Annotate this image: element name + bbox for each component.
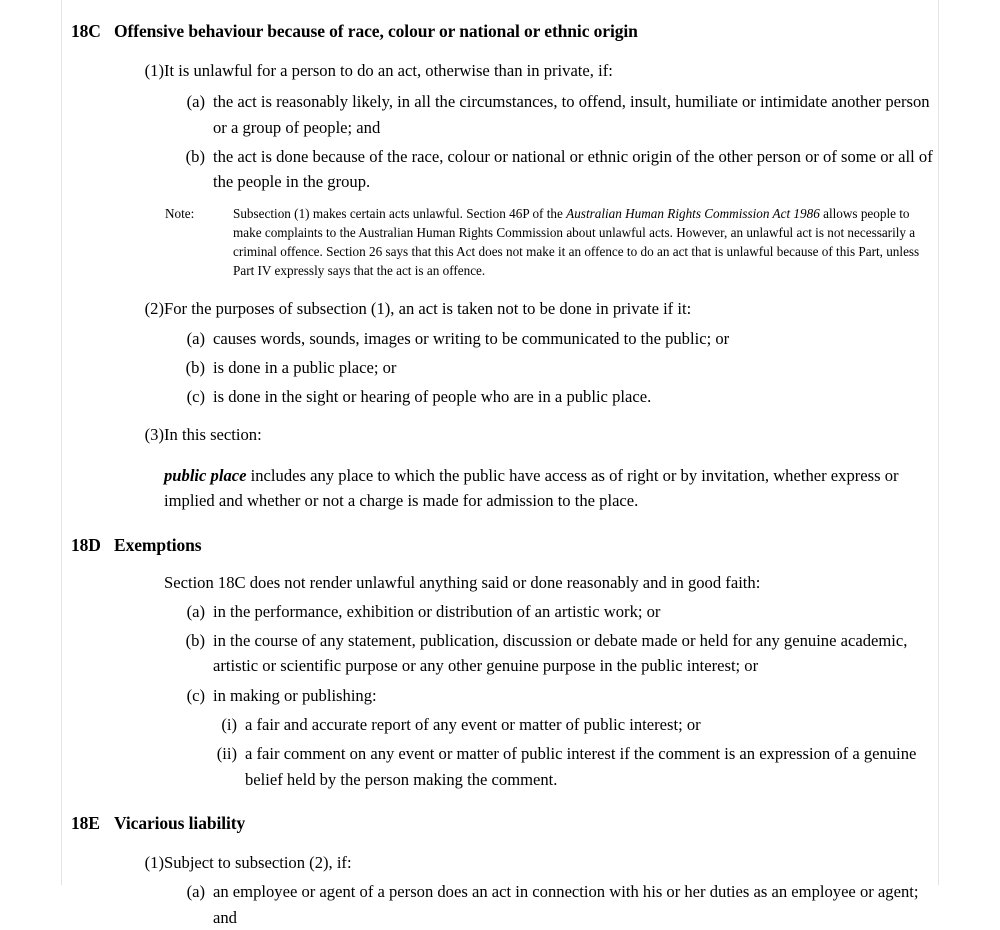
paragraph-row — [0, 355, 1000, 380]
section-title: Vicarious liability — [114, 812, 246, 833]
paragraph-row — [0, 599, 1000, 624]
section-title: Exemptions — [114, 534, 202, 555]
note-text — [233, 204, 936, 280]
section-number: 18E — [71, 812, 100, 833]
paragraph-text: is done in the sight or hearing of people who are in a public place. — [213, 387, 652, 407]
subsection-marker: (2) — [144, 299, 164, 319]
paragraph-text: the act is reasonably likely, in all the circumstances, to offend, insult, humiliate or intimidate another person or a group of people; and — [213, 92, 930, 137]
subsection-text: For the purposes of subsection (1), an act is taken not to be done in private if it: — [164, 299, 692, 319]
section-lead-in: Section 18C does not render unlawful anything said or done reasonably and in good faith: — [164, 572, 761, 592]
subsection-marker: (3) — [144, 424, 164, 444]
subparagraph-marker: (ii) — [216, 744, 237, 764]
subsection-row — [0, 422, 1000, 447]
section-heading-18d — [0, 534, 1000, 556]
subparagraph-marker: (i) — [221, 715, 237, 735]
subsection-text: Subject to subsection (2), if: — [164, 852, 352, 872]
paragraph-marker: (c) — [186, 685, 205, 705]
paragraph-marker: (a) — [186, 601, 205, 621]
subsection-marker: (1) — [144, 852, 164, 872]
paragraph-row — [0, 326, 1000, 351]
section-heading-18e — [0, 812, 1000, 834]
paragraph-row — [0, 683, 1000, 708]
definition-paragraph — [164, 463, 938, 514]
paragraph-marker: (a) — [186, 328, 205, 348]
section-heading-18c — [0, 20, 1000, 42]
subsection-marker: (1) — [144, 61, 164, 80]
paragraph-text: in making or publishing: — [213, 685, 377, 705]
subparagraph-text: a fair and accurate report of any event or matter of public interest; or — [245, 715, 701, 735]
paragraph-text: causes words, sounds, images or writing to be communicated to the public; or — [213, 328, 730, 348]
paragraph-marker: (c) — [186, 387, 205, 407]
paragraph-row — [0, 89, 1000, 140]
paragraph-text: is done in a public place; or — [213, 358, 397, 378]
paragraph-text: an employee or agent of a person does an act in connection with his or her duties as an employee or agent; and — [213, 882, 919, 927]
note-text-part-2: allows people to make complaints to the Australian Human Rights Commission about unlawful acts. However, an unlawful act is not necessarily a criminal offence. Section 26 says that this Act does not make it an offence to do an act that is unlawful because of this Part, unless Part IV expressly says that the act is an offence. — [233, 206, 920, 279]
paragraph-row — [0, 384, 1000, 409]
paragraph-text: the act is done because of the race, colour or national or ethnic origin of the other person or of some or all of the people in the group. — [213, 146, 933, 192]
paragraph-marker: (a) — [186, 882, 205, 902]
note-text-part-1: Subsection (1) makes certain acts unlawful. Section 46P of the — [233, 206, 567, 222]
note-cited-act-title: Australian Human Rights Commission Act 1986 — [566, 206, 820, 222]
section-number: 18D — [71, 534, 101, 555]
paragraph-marker: (b) — [185, 358, 205, 378]
paragraph-text: in the performance, exhibition or distribution of an artistic work; or — [213, 601, 661, 621]
paragraph-marker: (b) — [185, 631, 205, 651]
section-title: Offensive behaviour because of race, colour or national or ethnic origin — [114, 21, 638, 41]
note-block — [165, 204, 936, 280]
subsection-row — [0, 850, 1000, 875]
subsection-row — [0, 296, 1000, 321]
subparagraph-row — [0, 741, 1000, 792]
paragraph-marker: (b) — [185, 146, 205, 166]
subsection-row — [0, 58, 1000, 83]
subsection-text: It is unlawful for a person to do an act, otherwise than in private, if: — [164, 61, 613, 80]
subsection-text: In this section: — [164, 424, 262, 444]
note-label: Note: — [165, 206, 195, 222]
paragraph-text: in the course of any statement, publication, discussion or debate made or held for any genuine academic, artistic or scientific purpose or any other genuine purpose in the public interest; or — [213, 631, 908, 676]
paragraph-marker: (a) — [186, 92, 205, 112]
definition-text: includes any place to which the public have access as of right or by invitation, whether express or implied and whether or not a charge is made for admission to the place. — [164, 465, 899, 511]
section-number: 18C — [71, 21, 101, 41]
subparagraph-text: a fair comment on any event or matter of public interest if the comment is an expression of a genuine belief held by the person making the comment. — [245, 744, 917, 789]
paragraph-row — [0, 144, 1000, 195]
subparagraph-row — [0, 712, 1000, 737]
paragraph-row — [0, 879, 1000, 930]
paragraph-row — [0, 628, 1000, 679]
defined-term: public place — [164, 465, 247, 485]
